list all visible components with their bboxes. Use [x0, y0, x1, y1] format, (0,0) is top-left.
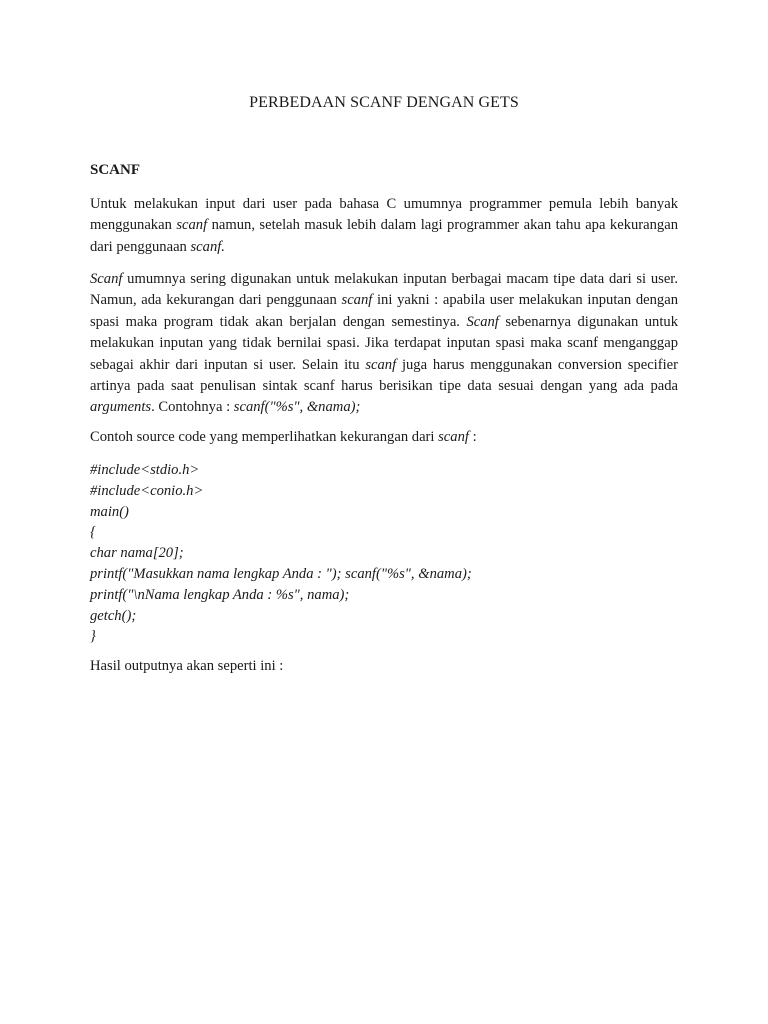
text-run-italic: scanf	[365, 356, 397, 373]
text-run: ini yakni : apabila user melakukan inputan dengan spasi maka program tidak akan berjalan dengan semestinya.	[90, 292, 678, 330]
text-run: :	[468, 429, 477, 445]
code-line: {	[90, 524, 96, 541]
code-line: }	[90, 628, 96, 645]
paragraph-scanf-explanation	[90, 269, 678, 419]
text-run: . Contohnya :	[151, 399, 234, 416]
code-line: #include<conio.h>	[90, 482, 204, 499]
text-run-italic: Scanf	[90, 271, 123, 287]
paragraph-output-intro: Hasil outputnya akan seperti ini :	[90, 658, 284, 674]
code-line: char nama[20];	[90, 545, 184, 562]
text-run-italic: scanf	[176, 217, 208, 234]
text-run: Untuk melakukan input dari user pada bahasa C umumnya programmer pemula lebih banyak menggunakan	[90, 196, 678, 234]
code-line: printf("\nNama lengkap Anda : %s", nama);	[90, 586, 350, 603]
code-line: getch();	[90, 607, 137, 624]
text-run: umumnya sering digunakan untuk melakukan inputan berbagai macam tipe data dari si user. Namun, ada kekurangan dari penggunaan	[90, 271, 678, 309]
code-line: printf("Masukkan nama lengkap Anda : "); scanf("%s", &nama);	[90, 565, 472, 582]
text-run-italic: scanf	[438, 429, 469, 445]
document-title: PERBEDAAN SCANF DENGAN GETS	[249, 94, 519, 111]
text-run: namun, setelah masuk lebih dalam lagi programmer akan tahu apa kekurangan dari penggunaan	[90, 217, 678, 255]
section-heading-scanf: SCANF	[90, 162, 141, 178]
text-run: juga harus menggunakan conversion specifier artinya pada saat penulisan sintak scanf harus berisikan tipe data sesuai dengan yang ada pada	[90, 356, 678, 395]
text-run-italic: Scanf	[466, 313, 499, 330]
code-listing	[90, 460, 472, 647]
text-run-italic: arguments	[90, 399, 152, 416]
text-run: Contoh source code yang memperlihatkan kekurangan dari	[90, 429, 439, 445]
code-line: main()	[90, 503, 129, 520]
paragraph-source-code-intro	[90, 427, 678, 448]
text-run-italic: scanf.	[190, 238, 225, 255]
text-run-italic: scanf	[341, 292, 373, 309]
text-run: sebenarnya digunakan untuk melakukan inputan yang tidak bernilai spasi. Jika terdapat inputan spasi maka scanf menganggap sebagai akhir dari inputan si user. Selain itu	[90, 313, 678, 373]
text-run-italic: scanf("%s", &nama);	[233, 399, 361, 416]
code-line: #include<stdio.h>	[90, 462, 200, 478]
paragraph-intro	[90, 194, 678, 258]
